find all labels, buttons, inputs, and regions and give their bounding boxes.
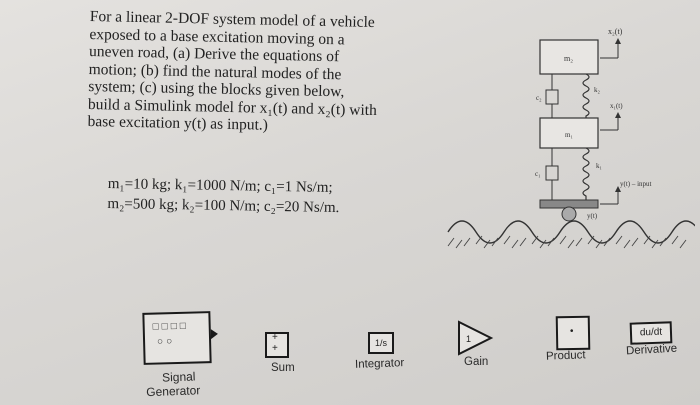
sum-block[interactable] (265, 332, 289, 358)
signal-generator-block[interactable] (142, 311, 211, 365)
y-label: y(t) (587, 212, 598, 220)
integrator-label: Integrator (354, 357, 405, 371)
x1-arrow-head (615, 112, 621, 118)
road-hatching (448, 236, 686, 248)
product-block[interactable] (556, 316, 591, 351)
c2-label: c₂ (536, 94, 542, 102)
k1-label: k₁ (596, 162, 602, 170)
signal-generator-label: Signal Generator (146, 369, 201, 400)
parameter-list (107, 174, 408, 219)
x1-label: x₁(t) (610, 102, 623, 110)
product-label: Product (545, 349, 586, 363)
plus-icon: + (272, 343, 278, 354)
parameters-line-2: m₂=500 kg; k₂=100 N/m; c₂=20 Ns/m. (107, 195, 340, 217)
derivative-label: Derivative (625, 342, 678, 358)
c1-label: c₁ (535, 170, 541, 178)
signal-generator-icon: □□□□ (152, 320, 190, 333)
plus-icon: + (272, 332, 278, 343)
spring-k2 (583, 74, 589, 122)
integrator-block[interactable] (368, 332, 394, 354)
parameters-line-1: m₁=10 kg; k₁=1000 N/m; c₁=1 Ns/m; (107, 175, 333, 196)
spring-k1 (583, 148, 589, 208)
output-port-icon (211, 329, 218, 339)
mass-m1-label: m₁ (565, 131, 573, 139)
problem-line: motion; (b) find the natural modes of the (88, 60, 342, 83)
derivative-block[interactable] (630, 321, 673, 344)
gain-label: Gain (464, 356, 489, 368)
derivative-symbol: du/dt (639, 326, 663, 339)
problem-line: For a linear 2-DOF system model of a vehicle (89, 8, 375, 31)
gain-symbol: 1 (466, 334, 472, 344)
damper-c1-body (546, 166, 558, 180)
problem-line: uneven road, (a) Derive the equations of (88, 42, 340, 66)
k2-label: k₂ (594, 86, 600, 94)
integrator-symbol: 1/s (374, 338, 387, 348)
gain-block[interactable] (455, 320, 495, 356)
signal-generator-icon-row2: ○○ (156, 336, 176, 348)
x2-arrow-head (615, 38, 621, 44)
gain-triangle-icon (459, 322, 491, 354)
damper-c2-body (546, 90, 558, 104)
problem-statement (87, 8, 419, 137)
multiply-icon: • (569, 325, 574, 338)
simulink-block-palette (0, 300, 700, 405)
mass-m2-label: m₂ (564, 54, 574, 63)
road-profile (448, 221, 695, 243)
problem-line: exposed to a base excitation moving on a (89, 25, 345, 48)
input-label: y(t) – input (620, 180, 652, 188)
x2-label: x₂(t) (608, 27, 623, 36)
problem-line: base excitation y(t) as input.) (87, 112, 269, 134)
problem-line: system; (c) using the blocks given below, (88, 77, 345, 101)
wheel-icon (562, 207, 576, 221)
two-dof-vehicle-diagram (440, 18, 695, 258)
sum-label: Sum (271, 362, 295, 374)
problem-line: build a Simulink model for x₁(t) and x₂(t) with (87, 95, 378, 119)
